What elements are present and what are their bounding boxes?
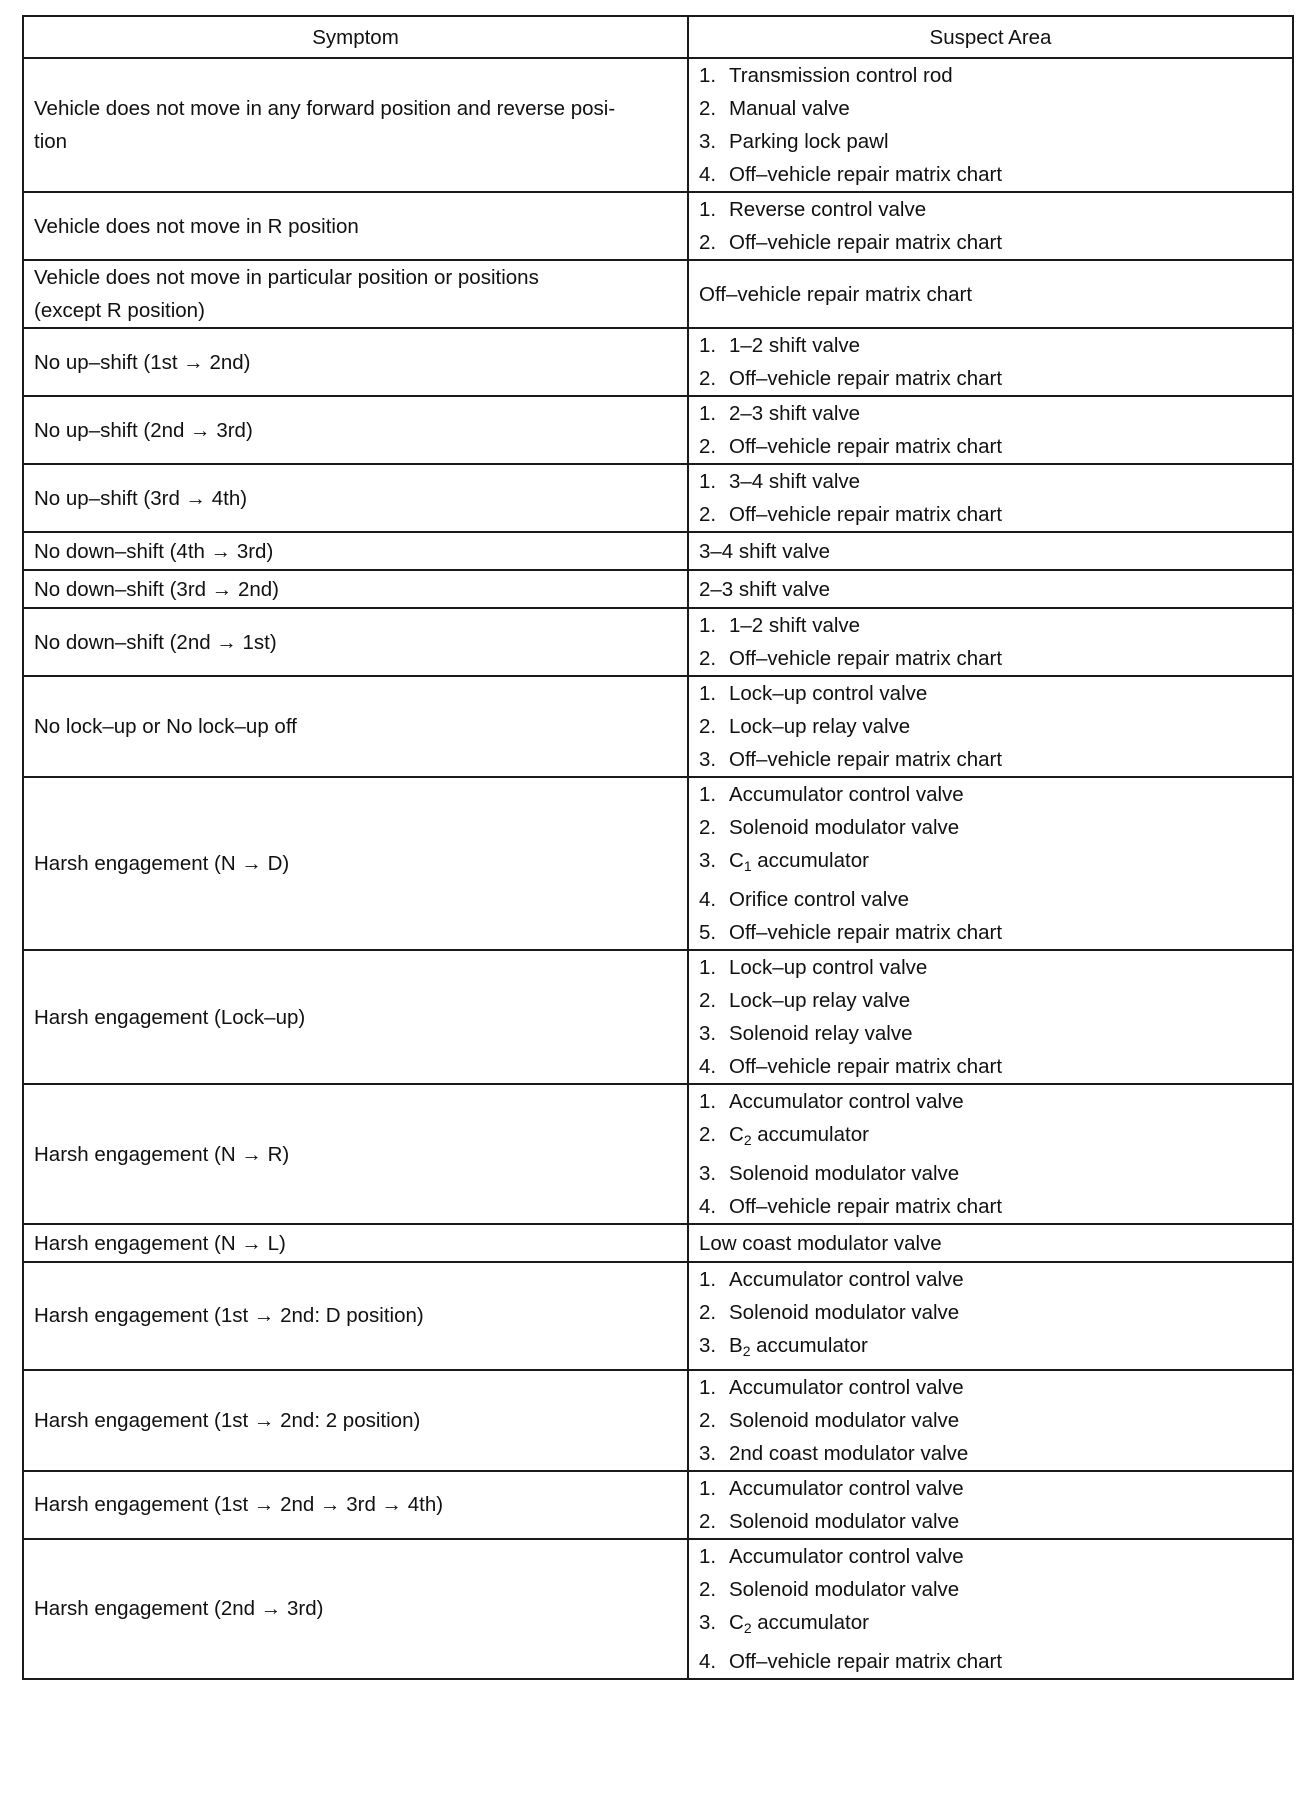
suspect-area-item — [699, 1118, 1292, 1157]
suspect-area-item — [699, 465, 1292, 498]
symptom-cell — [23, 1370, 688, 1471]
suspect-area-text: $B_2$ accumulator — [729, 1334, 868, 1360]
suspect-area-cell — [688, 950, 1293, 1084]
suspect-area-text: Off–vehicle repair matrix chart — [699, 282, 973, 306]
suspect-area-item — [699, 1472, 1292, 1505]
item-number: 3. — [699, 1610, 717, 1634]
suspect-area-item — [699, 1645, 1292, 1678]
item-number: 3. — [699, 849, 717, 872]
symptom-text: Vehicle does not move in R position — [34, 214, 359, 238]
suspect-area-item — [699, 1050, 1292, 1083]
suspect-area-text: Off–vehicle repair matrix chart — [729, 1195, 1003, 1219]
suspect-area-text: Solenoid modulator valve — [729, 816, 960, 839]
suspect-area-text: Off–vehicle repair matrix chart — [729, 647, 1003, 670]
symptom-cell — [23, 1539, 688, 1679]
symptom-text: Harsh engagement (N → D) — [34, 852, 290, 876]
suspect-area-text: Accumulator control valve — [729, 1476, 964, 1500]
suspect-area-item — [699, 778, 1292, 811]
symptom-cell — [23, 950, 688, 1084]
suspect-area-item — [699, 710, 1292, 743]
suspect-area-item — [699, 1437, 1292, 1470]
suspect-area-item — [699, 125, 1292, 158]
suspect-area-text: Orifice control valve — [729, 888, 910, 912]
symptom-cell — [23, 1262, 688, 1369]
suspect-area-text: Solenoid modulator valve — [729, 1162, 960, 1186]
suspect-area-list — [699, 609, 1292, 675]
symptom-cell — [23, 396, 688, 464]
suspect-area-item — [699, 193, 1292, 226]
symptom-cell — [23, 1084, 688, 1224]
suspect-area-cell — [688, 58, 1293, 192]
symptom-cell — [23, 676, 688, 777]
symptom-text: No down–shift (3rd → 2nd) — [34, 577, 279, 601]
suspect-area-list — [699, 1085, 1292, 1223]
suspect-area-cell — [688, 777, 1293, 950]
suspect-area-cell — [688, 1539, 1293, 1679]
item-number: 1. — [699, 402, 717, 425]
suspect-area-text: Off–vehicle repair matrix chart — [729, 163, 1003, 186]
table-row — [23, 1471, 1293, 1539]
suspect-area-cell — [688, 192, 1293, 260]
suspect-area-text: $C_1$ accumulator — [729, 849, 869, 875]
item-number: 2. — [699, 647, 717, 670]
suspect-area-cell — [688, 1471, 1293, 1539]
symptom-text: Harsh engagement (Lock–up) — [34, 1005, 306, 1029]
item-number: 3. — [699, 748, 717, 771]
suspect-area-list — [699, 1540, 1292, 1678]
suspect-area-text: Off–vehicle repair matrix chart — [729, 1649, 1003, 1673]
item-number: 1. — [699, 64, 717, 87]
item-number: 1. — [699, 1375, 717, 1399]
item-number: 3. — [699, 1162, 717, 1186]
item-number: 1. — [699, 614, 717, 637]
item-number: 4. — [699, 888, 717, 912]
table-row — [23, 1224, 1293, 1262]
suspect-area-list — [699, 1263, 1292, 1368]
item-number: 5. — [699, 921, 717, 945]
suspect-area-cell — [688, 532, 1293, 570]
table-row — [23, 1539, 1293, 1679]
suspect-area-text: 2–3 shift valve — [729, 402, 861, 425]
item-number: 1. — [699, 1090, 717, 1114]
table-row — [23, 192, 1293, 260]
suspect-area-list — [699, 193, 1292, 259]
suspect-area-item — [699, 226, 1292, 259]
symptom-cell — [23, 328, 688, 396]
table-row — [23, 570, 1293, 608]
symptom-cell — [23, 777, 688, 950]
suspect-area-item — [699, 397, 1292, 430]
item-number: 2. — [699, 367, 717, 390]
symptom-text: No lock–up or No lock–up off — [34, 715, 297, 738]
symptom-column-header: Symptom — [23, 16, 688, 58]
symptom-text: Vehicle does not move in any forward position and reverse posi- tion — [34, 97, 616, 153]
suspect-area-item — [699, 430, 1292, 463]
suspect-area-text: Low coast modulator valve — [699, 1231, 942, 1255]
item-number: 2. — [699, 231, 717, 254]
item-number: 3. — [699, 1334, 717, 1358]
item-number: 1. — [699, 682, 717, 705]
suspect-area-item — [699, 92, 1292, 125]
suspect-area-list — [699, 465, 1292, 531]
suspect-area-text: 1–2 shift valve — [729, 334, 861, 357]
suspect-area-text: Solenoid modulator valve — [729, 1301, 960, 1325]
suspect-area-list — [699, 397, 1292, 463]
suspect-area-item — [699, 362, 1292, 395]
item-number: 2. — [699, 715, 717, 738]
suspect-area-item — [699, 743, 1292, 776]
item-number: 1. — [699, 334, 717, 357]
symptom-cell — [23, 192, 688, 260]
suspect-area-text: Off–vehicle repair matrix chart — [729, 503, 1003, 526]
symptom-text: No up–shift (3rd → 4th) — [34, 486, 248, 510]
suspect-area-item — [699, 1404, 1292, 1437]
suspect-area-list — [699, 329, 1292, 395]
suspect-area-text: Accumulator control valve — [729, 783, 964, 806]
suspect-area-item — [699, 951, 1292, 984]
item-number: 1. — [699, 198, 717, 221]
suspect-area-cell — [688, 1084, 1293, 1224]
symptom-text: Harsh engagement (1st → 2nd: 2 position) — [34, 1408, 421, 1432]
table-row — [23, 464, 1293, 532]
table-row — [23, 777, 1293, 950]
suspect-area-item — [699, 1017, 1292, 1050]
suspect-area-text: Off–vehicle repair matrix chart — [729, 435, 1003, 458]
symptom-cell — [23, 260, 688, 328]
suspect-area-text: Accumulator control valve — [729, 1375, 964, 1399]
table-row — [23, 1084, 1293, 1224]
suspect-area-item — [699, 1263, 1292, 1296]
symptom-cell — [23, 58, 688, 192]
suspect-area-text: Lock–up control valve — [729, 956, 928, 980]
suspect-area-text: Reverse control valve — [729, 198, 927, 221]
suspect-area-item — [699, 329, 1292, 362]
symptom-text: Harsh engagement (N → R) — [34, 1142, 290, 1166]
suspect-area-item — [699, 1606, 1292, 1645]
table-row — [23, 676, 1293, 777]
suspect-area-item — [699, 1157, 1292, 1190]
suspect-area-text: 3–4 shift valve — [699, 539, 831, 563]
suspect-area-text: Off–vehicle repair matrix chart — [729, 231, 1003, 254]
suspect-area-cell — [688, 676, 1293, 777]
symptom-cell — [23, 532, 688, 570]
item-number: 2. — [699, 1577, 717, 1601]
item-number: 1. — [699, 1268, 717, 1292]
item-number: 2. — [699, 97, 717, 120]
suspect-area-item — [699, 811, 1292, 844]
suspect-area-text: 3–4 shift valve — [729, 470, 861, 493]
table-row — [23, 1370, 1293, 1471]
suspect-area-cell — [688, 570, 1293, 608]
symptom-cell — [23, 464, 688, 532]
symptom-text: Harsh engagement (2nd → 3rd) — [34, 1597, 324, 1621]
suspect-area-text: $C_2$ accumulator — [729, 1610, 869, 1636]
suspect-area-text: Solenoid modulator valve — [729, 1577, 960, 1601]
suspect-area-item — [699, 1573, 1292, 1606]
symptom-text: Harsh engagement (N → L) — [34, 1231, 286, 1255]
table-row — [23, 58, 1293, 192]
symptom-cell — [23, 570, 688, 608]
item-number: 4. — [699, 1649, 717, 1673]
table-row — [23, 608, 1293, 676]
suspect-area-text: 2nd coast modulator valve — [729, 1441, 969, 1465]
item-number: 1. — [699, 1544, 717, 1568]
item-number: 1. — [699, 470, 717, 493]
suspect-area-item — [699, 1505, 1292, 1538]
suspect-area-column-header: Suspect Area — [688, 16, 1293, 58]
suspect-area-cell — [688, 1224, 1293, 1262]
item-number: 1. — [699, 1476, 717, 1500]
table-row — [23, 396, 1293, 464]
item-number: 4. — [699, 1055, 717, 1079]
suspect-area-item — [699, 1540, 1292, 1573]
item-number: 3. — [699, 1441, 717, 1465]
item-number: 2. — [699, 1408, 717, 1432]
symptom-cell — [23, 608, 688, 676]
table-row — [23, 532, 1293, 570]
item-number: 1. — [699, 956, 717, 980]
suspect-area-text: Lock–up relay valve — [729, 715, 911, 738]
suspect-area-item — [699, 1085, 1292, 1118]
item-number: 3. — [699, 130, 717, 153]
suspect-area-text: 1–2 shift valve — [729, 614, 861, 637]
suspect-area-text: Off–vehicle repair matrix chart — [729, 748, 1003, 771]
item-number: 4. — [699, 163, 717, 186]
suspect-area-item — [699, 1371, 1292, 1404]
suspect-area-text: 2–3 shift valve — [699, 577, 831, 601]
suspect-area-cell — [688, 1370, 1293, 1471]
suspect-area-item — [699, 883, 1292, 916]
suspect-area-cell — [688, 464, 1293, 532]
suspect-area-text: Lock–up relay valve — [729, 989, 911, 1013]
table-row — [23, 1262, 1293, 1369]
suspect-area-item — [699, 844, 1292, 883]
suspect-area-cell — [688, 608, 1293, 676]
suspect-area-text: Off–vehicle repair matrix chart — [729, 921, 1003, 945]
symptom-table — [22, 15, 1294, 1680]
item-number: 4. — [699, 1195, 717, 1219]
suspect-area-list — [699, 1371, 1292, 1470]
symptom-cell — [23, 1471, 688, 1539]
suspect-area-list — [699, 59, 1292, 191]
suspect-area-text: $C_2$ accumulator — [729, 1123, 869, 1149]
suspect-area-text: Accumulator control valve — [729, 1090, 964, 1114]
symptom-text: No up–shift (1st → 2nd) — [34, 350, 251, 374]
symptom-text: Harsh engagement (1st → 2nd → 3rd → 4th) — [34, 1493, 444, 1517]
suspect-area-item — [699, 677, 1292, 710]
suspect-area-text: Accumulator control valve — [729, 1268, 964, 1292]
table-row — [23, 328, 1293, 396]
symptom-text: Vehicle does not move in particular position or positions (except R position) — [34, 266, 539, 322]
suspect-area-text: Transmission control rod — [729, 64, 953, 87]
item-number: 2. — [699, 435, 717, 458]
suspect-area-item — [699, 158, 1292, 191]
suspect-area-list — [699, 778, 1292, 949]
table-row — [23, 260, 1293, 328]
suspect-area-text: Parking lock pawl — [729, 130, 889, 153]
symptom-text: No down–shift (2nd → 1st) — [34, 630, 277, 654]
suspect-area-item — [699, 916, 1292, 949]
suspect-area-list — [699, 951, 1292, 1083]
suspect-area-item — [699, 609, 1292, 642]
item-number: 2. — [699, 1509, 717, 1533]
suspect-area-item — [699, 59, 1292, 92]
item-number: 2. — [699, 816, 717, 839]
suspect-area-item — [699, 1329, 1292, 1368]
suspect-area-text: Accumulator control valve — [729, 1544, 964, 1568]
item-number: 2. — [699, 1301, 717, 1325]
suspect-area-cell — [688, 1262, 1293, 1369]
suspect-area-item — [699, 984, 1292, 1017]
suspect-area-cell — [688, 396, 1293, 464]
suspect-area-text: Lock–up control valve — [729, 682, 928, 705]
suspect-area-text: Off–vehicle repair matrix chart — [729, 367, 1003, 390]
table-body — [23, 58, 1293, 1679]
table-row — [23, 950, 1293, 1084]
suspect-area-text: Manual valve — [729, 97, 850, 120]
suspect-area-item — [699, 1190, 1292, 1223]
item-number: 2. — [699, 1123, 717, 1147]
item-number: 1. — [699, 783, 717, 806]
suspect-area-cell — [688, 328, 1293, 396]
header-row — [23, 16, 1293, 58]
suspect-area-item — [699, 498, 1292, 531]
suspect-area-item — [699, 1296, 1292, 1329]
symptom-text: No down–shift (4th → 3rd) — [34, 539, 274, 563]
item-number: 3. — [699, 1022, 717, 1046]
suspect-area-text: Off–vehicle repair matrix chart — [729, 1055, 1003, 1079]
item-number: 2. — [699, 989, 717, 1013]
suspect-area-list — [699, 1472, 1292, 1538]
symptom-text: No up–shift (2nd → 3rd) — [34, 418, 253, 442]
suspect-area-text: Solenoid modulator valve — [729, 1509, 960, 1533]
symptom-cell — [23, 1224, 688, 1262]
suspect-area-cell — [688, 260, 1293, 328]
symptom-text: Harsh engagement (1st → 2nd: D position) — [34, 1304, 424, 1328]
item-number: 2. — [699, 503, 717, 526]
suspect-area-item — [699, 642, 1292, 675]
suspect-area-text: Solenoid relay valve — [729, 1022, 913, 1046]
suspect-area-text: Solenoid modulator valve — [729, 1408, 960, 1432]
suspect-area-list — [699, 677, 1292, 776]
table-header — [23, 16, 1293, 58]
